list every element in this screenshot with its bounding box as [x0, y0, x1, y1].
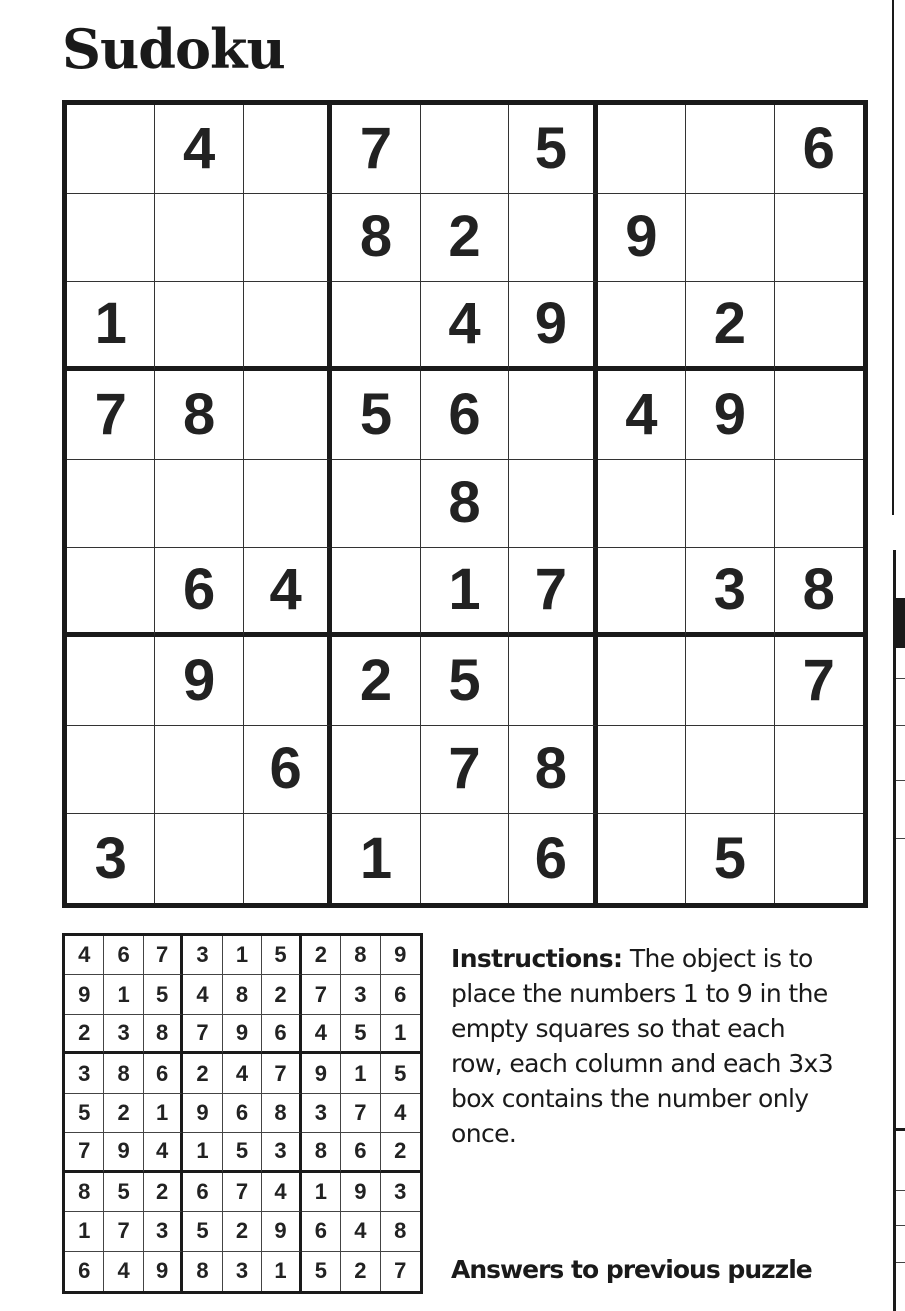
answer-cell-r6-c6: 3 — [262, 1133, 301, 1172]
puzzle-cell-r9-c9 — [775, 814, 863, 903]
answer-cell-r1-c1: 4 — [65, 936, 104, 975]
instructions — [451, 941, 841, 1151]
puzzle-cell-r3-c1: 1 — [67, 282, 155, 371]
answer-cell-r1-c3: 7 — [144, 936, 183, 975]
answer-cell-r2-c8: 3 — [341, 975, 380, 1014]
adjacent-rule — [896, 678, 905, 679]
answer-cell-r3-c3: 8 — [144, 1015, 183, 1054]
puzzle-cell-r7-c2: 9 — [155, 637, 243, 726]
answer-cell-r7-c1: 8 — [65, 1173, 104, 1212]
answer-cell-r6-c8: 6 — [341, 1133, 380, 1172]
sudoku-grid — [62, 100, 868, 908]
page-title: Sudoku — [62, 17, 285, 81]
answer-cell-r2-c9: 6 — [381, 975, 420, 1014]
answer-cell-r6-c2: 9 — [104, 1133, 143, 1172]
answer-cell-r8-c1: 1 — [65, 1212, 104, 1251]
puzzle-cell-r9-c4: 1 — [332, 814, 420, 903]
adjacent-rule — [896, 780, 905, 781]
puzzle-cell-r8-c4 — [332, 726, 420, 815]
answer-cell-r3-c5: 9 — [223, 1015, 262, 1054]
adjacent-header-bar — [896, 598, 905, 648]
puzzle-cell-r3-c4 — [332, 282, 420, 371]
answer-cell-r5-c4: 9 — [183, 1094, 222, 1133]
adjacent-rule — [896, 1225, 905, 1226]
puzzle-cell-r5-c7 — [598, 460, 686, 549]
puzzle-cell-r4-c7: 4 — [598, 371, 686, 460]
puzzle-cell-r7-c5: 5 — [421, 637, 509, 726]
answer-cell-r7-c6: 4 — [262, 1173, 301, 1212]
puzzle-cell-r2-c9 — [775, 194, 863, 283]
puzzle-cell-r9-c3 — [244, 814, 332, 903]
answer-cell-r6-c7: 8 — [302, 1133, 341, 1172]
instructions-lead: Instructions: — [451, 944, 623, 973]
puzzle-cell-r1-c9: 6 — [775, 105, 863, 194]
previous-answers-grid — [62, 933, 423, 1294]
answer-cell-r5-c6: 8 — [262, 1094, 301, 1133]
puzzle-cell-r9-c7 — [598, 814, 686, 903]
answer-cell-r4-c7: 9 — [302, 1054, 341, 1093]
puzzle-cell-r1-c5 — [421, 105, 509, 194]
answer-cell-r4-c9: 5 — [381, 1054, 420, 1093]
answer-cell-r7-c5: 7 — [223, 1173, 262, 1212]
answer-cell-r9-c9: 7 — [394, 1258, 407, 1284]
answer-cell-r2-c3: 5 — [144, 975, 183, 1014]
answer-cell-r3-c4: 7 — [183, 1015, 222, 1054]
puzzle-cell-r6-c5: 1 — [421, 548, 509, 637]
puzzle-cell-r2-c2 — [155, 194, 243, 283]
answer-cell-r8-c6: 9 — [262, 1212, 301, 1251]
answer-cell-r1-c7: 2 — [302, 936, 341, 975]
puzzle-cell-r3-c2 — [155, 282, 243, 371]
answer-cell-r5-c1: 5 — [65, 1094, 104, 1133]
answer-cell-r7-c8: 9 — [341, 1173, 380, 1212]
answer-cell-r5-c2: 2 — [104, 1094, 143, 1133]
answer-cell-r9-c6: 1 — [262, 1252, 301, 1291]
answer-cell-r7-c9: 3 — [381, 1173, 420, 1212]
puzzle-cell-r2-c3 — [244, 194, 332, 283]
answer-cell-r8-c4: 5 — [183, 1212, 222, 1251]
puzzle-cell-r7-c9: 7 — [775, 637, 863, 726]
answer-cell-r3-c6: 6 — [262, 1015, 301, 1054]
puzzle-cell-r9-c8: 5 — [686, 814, 774, 903]
answer-cell-r6-c4: 1 — [183, 1133, 222, 1172]
answer-cell-r9-c4: 8 — [183, 1252, 222, 1291]
puzzle-cell-r3-c5: 4 — [421, 282, 509, 371]
answer-cell-r7-c4: 6 — [183, 1173, 222, 1212]
answer-cell-r2-c7: 7 — [302, 975, 341, 1014]
answer-cell-r5-c3: 1 — [144, 1094, 183, 1133]
answer-cell-r5-c8: 7 — [341, 1094, 380, 1133]
puzzle-cell-r6-c2: 6 — [155, 548, 243, 637]
puzzle-cell-r2-c1 — [67, 194, 155, 283]
answer-cell-r6-c9: 2 — [381, 1133, 420, 1172]
answer-cell-r9-c2: 4 — [104, 1252, 143, 1291]
answer-cell-r4-c8: 1 — [341, 1054, 380, 1093]
puzzle-cell-r5-c9 — [775, 460, 863, 549]
puzzle-cell-r1-c1 — [67, 105, 155, 194]
answer-cell-r5-c7: 3 — [302, 1094, 341, 1133]
puzzle-cell-r3-c8: 2 — [686, 282, 774, 371]
adjacent-rule-bold — [896, 1128, 905, 1131]
puzzle-cell-r5-c6 — [509, 460, 597, 549]
answer-cell-r5-c5: 6 — [223, 1094, 262, 1133]
answer-cell-r2-c1: 9 — [65, 975, 104, 1014]
answer-cell-r1-c4: 3 — [183, 936, 222, 975]
answer-cell-r6-c1: 7 — [65, 1133, 104, 1172]
adjacent-page-divider — [892, 0, 894, 515]
puzzle-cell-r6-c6: 7 — [509, 548, 597, 637]
puzzle-cell-r1-c4: 7 — [332, 105, 420, 194]
adjacent-page-fragment — [893, 550, 905, 1311]
answers-caption: Answers to previous puzzle — [451, 1255, 812, 1284]
answer-cell-r1-c8: 8 — [341, 936, 380, 975]
answer-cell-r7-c7: 1 — [302, 1173, 341, 1212]
answer-cell-r7-c3: 2 — [144, 1173, 183, 1212]
answer-cell-r8-c3: 3 — [144, 1212, 183, 1251]
puzzle-cell-r7-c7 — [598, 637, 686, 726]
puzzle-cell-r5-c2 — [155, 460, 243, 549]
answer-cell-r9-c3: 9 — [144, 1252, 183, 1291]
puzzle-cell-r7-c4: 2 — [332, 637, 420, 726]
puzzle-cell-r3-c9 — [775, 282, 863, 371]
answer-cell-r8-c8: 4 — [341, 1212, 380, 1251]
adjacent-rule — [896, 725, 905, 726]
answer-cell-r9-c8: 2 — [341, 1252, 380, 1291]
puzzle-cell-r5-c8 — [686, 460, 774, 549]
adjacent-rule — [896, 1190, 905, 1191]
answer-cell-r9-c1: 6 — [65, 1252, 104, 1291]
puzzle-cell-r6-c1 — [67, 548, 155, 637]
puzzle-cell-r1-c7 — [598, 105, 686, 194]
answer-cell-r8-c7: 6 — [302, 1212, 341, 1251]
answer-cell-r7-c2: 5 — [104, 1173, 143, 1212]
puzzle-cell-r4-c2: 8 — [155, 371, 243, 460]
answer-cell-r8-c2: 7 — [104, 1212, 143, 1251]
answer-cell-r4-c3: 6 — [144, 1054, 183, 1093]
puzzle-cell-r5-c4 — [332, 460, 420, 549]
answer-cell-r3-c2: 3 — [104, 1015, 143, 1054]
answer-cell-r4-c1: 3 — [65, 1054, 104, 1093]
puzzle-cell-r5-c1 — [67, 460, 155, 549]
puzzle-cell-r7-c6 — [509, 637, 597, 726]
puzzle-cell-r1-c2: 4 — [155, 105, 243, 194]
puzzle-cell-r2-c6 — [509, 194, 597, 283]
puzzle-cell-r1-c8 — [686, 105, 774, 194]
instructions-text: The object is to place the numbers 1 to 9 in the empty squares so that each row, each column and each 3x3 box contains the number only once. — [451, 944, 834, 1148]
answer-cell-r3-c8: 5 — [341, 1015, 380, 1054]
puzzle-cell-r5-c5: 8 — [421, 460, 509, 549]
puzzle-cell-r7-c8 — [686, 637, 774, 726]
puzzle-cell-r3-c6: 9 — [509, 282, 597, 371]
puzzle-cell-r7-c3 — [244, 637, 332, 726]
answer-cell-r4-c2: 8 — [104, 1054, 143, 1093]
puzzle-cell-r8-c9 — [775, 726, 863, 815]
puzzle-cell-r2-c5: 2 — [421, 194, 509, 283]
puzzle-cell-r7-c1 — [67, 637, 155, 726]
puzzle-cell-r4-c4: 5 — [332, 371, 420, 460]
puzzle-cell-r8-c2 — [155, 726, 243, 815]
puzzle-cell-r8-c1 — [67, 726, 155, 815]
answer-cell-r4-c4: 2 — [183, 1054, 222, 1093]
puzzle-cell-r4-c8: 9 — [686, 371, 774, 460]
puzzle-cell-r6-c9: 8 — [775, 548, 863, 637]
answer-cell-r1-c2: 6 — [104, 936, 143, 975]
puzzle-cell-r9-c6: 6 — [509, 814, 597, 903]
answer-cell-r9-c7: 5 — [302, 1252, 341, 1291]
answer-cell-r3-c7: 4 — [302, 1015, 341, 1054]
puzzle-cell-r4-c1: 7 — [67, 371, 155, 460]
answer-cell-r8-c5: 2 — [223, 1212, 262, 1251]
answer-cell-r4-c6: 7 — [262, 1054, 301, 1093]
puzzle-cell-r4-c6 — [509, 371, 597, 460]
answer-cell-r8-c9: 8 — [381, 1212, 420, 1251]
puzzle-cell-r1-c3 — [244, 105, 332, 194]
puzzle-cell-r2-c4: 8 — [332, 194, 420, 283]
answer-cell-r6-c3: 4 — [144, 1133, 183, 1172]
puzzle-cell-r6-c8: 3 — [686, 548, 774, 637]
answer-cell-r2-c4: 4 — [183, 975, 222, 1014]
answer-cell-r3-c1: 2 — [65, 1015, 104, 1054]
puzzle-cell-r8-c6: 8 — [509, 726, 597, 815]
puzzle-cell-r2-c7: 9 — [598, 194, 686, 283]
puzzle-cell-r6-c3: 4 — [244, 548, 332, 637]
answer-cell-r2-c2: 1 — [104, 975, 143, 1014]
answer-cell-r5-c9: 4 — [381, 1094, 420, 1133]
puzzle-cell-r8-c5: 7 — [421, 726, 509, 815]
puzzle-cell-r2-c8 — [686, 194, 774, 283]
puzzle-cell-r9-c2 — [155, 814, 243, 903]
puzzle-cell-r9-c1: 3 — [67, 814, 155, 903]
answer-cell-r6-c5: 5 — [223, 1133, 262, 1172]
puzzle-cell-r1-c6: 5 — [509, 105, 597, 194]
puzzle-cell-r8-c7 — [598, 726, 686, 815]
puzzle-cell-r8-c8 — [686, 726, 774, 815]
answer-cell-r2-c6: 2 — [262, 975, 301, 1014]
answer-cell-r4-c5: 4 — [223, 1054, 262, 1093]
puzzle-cell-r4-c3 — [244, 371, 332, 460]
answer-cell-r9-c5: 3 — [223, 1252, 262, 1291]
puzzle-cell-r5-c3 — [244, 460, 332, 549]
puzzle-cell-r4-c5: 6 — [421, 371, 509, 460]
puzzle-cell-r3-c7 — [598, 282, 686, 371]
puzzle-cell-r8-c3: 6 — [244, 726, 332, 815]
adjacent-rule — [896, 838, 905, 839]
answer-cell-r1-c5: 1 — [223, 936, 262, 975]
puzzle-cell-r4-c9 — [775, 371, 863, 460]
adjacent-rule — [896, 1262, 905, 1263]
puzzle-cell-r9-c5 — [421, 814, 509, 903]
puzzle-cell-r6-c7 — [598, 548, 686, 637]
answer-cell-r1-c9: 9 — [381, 936, 420, 975]
puzzle-cell-r6-c4 — [332, 548, 420, 637]
puzzle-cell-r3-c3 — [244, 282, 332, 371]
answer-cell-r2-c5: 8 — [223, 975, 262, 1014]
answer-cell-r1-c6: 5 — [262, 936, 301, 975]
answer-cell-r3-c9: 1 — [381, 1015, 420, 1054]
